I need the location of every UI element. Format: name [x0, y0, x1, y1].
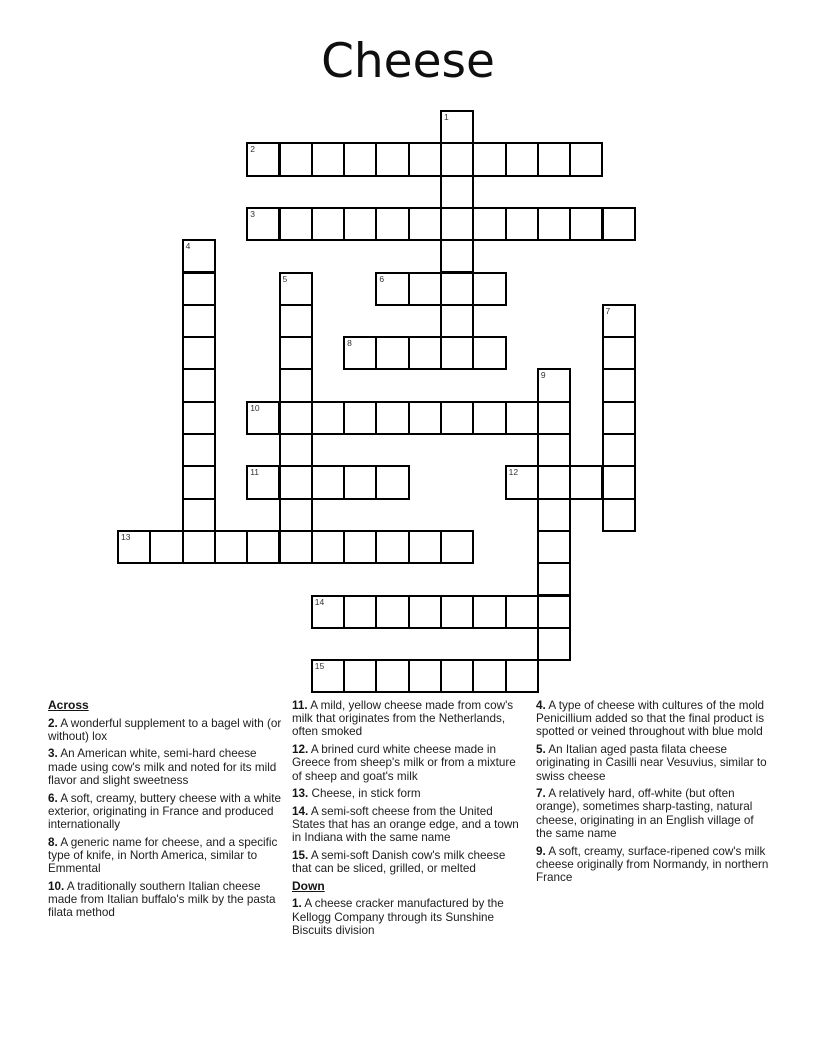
grid-cell-r3c10[interactable]	[440, 207, 474, 241]
grid-cell-r9c6[interactable]	[311, 401, 345, 435]
down-header: Down	[292, 878, 325, 893]
grid-cell-r13c4[interactable]	[246, 530, 280, 564]
grid-cell-r1c11[interactable]	[472, 142, 506, 176]
grid-cell-r13c10[interactable]	[440, 530, 474, 564]
grid-cell-r11c5[interactable]	[279, 465, 313, 499]
clue-number: 14.	[292, 804, 309, 818]
clue-number: 11.	[292, 699, 308, 712]
clue-10-across: 10. A traditionally southern Italian cheese made from Italian buffalo's milk by the pasta filata method	[48, 879, 276, 920]
grid-cell-r1c9[interactable]	[408, 142, 442, 176]
grid-cell-r10c5[interactable]	[279, 433, 313, 467]
grid-cell-r6c10[interactable]	[440, 304, 474, 338]
grid-cell-r10c2[interactable]	[182, 433, 216, 467]
grid-cell-r9c8[interactable]	[375, 401, 409, 435]
grid-cell-r12c2[interactable]	[182, 498, 216, 532]
grid-cell-r1c4[interactable]	[246, 142, 280, 176]
grid-cell-r7c7[interactable]	[343, 336, 377, 370]
grid-cell-r13c3[interactable]	[214, 530, 248, 564]
grid-cell-r7c8[interactable]	[375, 336, 409, 370]
clue-7-down: 7. A relatively hard, off-white (but often orange), sometimes sharp-tasting, natural cheese, originating in an English village of the same name	[536, 787, 754, 840]
clue-6-across: 6. A soft, creamy, buttery cheese with a white exterior, originating in France and produced internationally	[48, 791, 281, 831]
grid-cell-r16c13[interactable]	[537, 627, 571, 661]
cell-number: 13	[121, 531, 131, 542]
grid-cell-r13c7[interactable]	[343, 530, 377, 564]
grid-cell-r10c13[interactable]	[537, 433, 571, 467]
clue-number: 8.	[48, 835, 58, 849]
grid-cell-r1c6[interactable]	[311, 142, 345, 176]
grid-cell-r7c10[interactable]	[440, 336, 474, 370]
grid-cell-r9c10[interactable]	[440, 401, 474, 435]
grid-cell-r17c11[interactable]	[472, 659, 506, 693]
clue-number: 1.	[292, 897, 302, 911]
clue-8-across: 8. A generic name for cheese, and a specific type of knife, in North America, similar to Emmental	[48, 835, 278, 876]
grid-cell-r1c14[interactable]	[569, 142, 603, 176]
grid-cell-r5c5[interactable]	[279, 272, 313, 306]
grid-cell-r3c14[interactable]	[569, 207, 603, 241]
grid-cell-r8c2[interactable]	[182, 368, 216, 402]
grid-cell-r4c10[interactable]	[440, 239, 474, 273]
grid-cell-r6c2[interactable]	[182, 304, 216, 338]
grid-cell-r11c12[interactable]	[505, 465, 539, 499]
grid-cell-r13c6[interactable]	[311, 530, 345, 564]
grid-cell-r11c6[interactable]	[311, 465, 345, 499]
grid-cell-r15c7[interactable]	[343, 595, 377, 629]
clues-column-2	[292, 699, 526, 942]
clue-number: 12.	[292, 743, 309, 757]
grid-cell-r6c15[interactable]	[602, 304, 636, 338]
puzzle-title: Cheese	[321, 34, 495, 89]
clue-number: 10.	[48, 879, 65, 893]
clue-number: 13.	[292, 787, 309, 801]
grid-cell-r17c6[interactable]	[311, 659, 345, 693]
grid-cell-r1c12[interactable]	[505, 142, 539, 176]
grid-cell-r3c9[interactable]	[408, 207, 442, 241]
grid-cell-r13c1[interactable]	[149, 530, 183, 564]
grid-cell-r13c2[interactable]	[182, 530, 216, 564]
grid-cell-r3c13[interactable]	[537, 207, 571, 241]
grid-cell-r17c8[interactable]	[375, 659, 409, 693]
grid-cell-r8c15[interactable]	[602, 368, 636, 402]
grid-cell-r12c13[interactable]	[537, 498, 571, 532]
clue-4-down: 4. A type of cheese with cultures of the mold Penicillium added so that the final product is spotted or veined throughout with blue mold	[536, 699, 765, 739]
clue-5-down: 5. An Italian aged pasta filata cheese originating in Casilli near Vesuvius, similar to swiss cheese	[536, 743, 767, 783]
grid-cell-r9c5[interactable]	[279, 401, 313, 435]
grid-cell-r17c9[interactable]	[408, 659, 442, 693]
grid-cell-r8c5[interactable]	[279, 368, 313, 402]
cell-number: 3	[250, 208, 255, 219]
grid-cell-r3c5[interactable]	[279, 207, 313, 241]
grid-cell-r13c0[interactable]	[117, 530, 151, 564]
grid-cell-r1c13[interactable]	[537, 142, 571, 176]
grid-cell-r7c15[interactable]	[602, 336, 636, 370]
grid-cell-r8c13[interactable]	[537, 368, 571, 402]
grid-cell-r11c8[interactable]	[375, 465, 409, 499]
grid-cell-r12c5[interactable]	[279, 498, 313, 532]
grid-cell-r9c7[interactable]	[343, 401, 377, 435]
grid-cell-r13c13[interactable]	[537, 530, 571, 564]
grid-cell-r9c2[interactable]	[182, 401, 216, 435]
grid-cell-r3c6[interactable]	[311, 207, 345, 241]
grid-cell-r13c9[interactable]	[408, 530, 442, 564]
grid-cell-r9c9[interactable]	[408, 401, 442, 435]
clue-list	[48, 699, 770, 942]
cell-number: 10	[250, 402, 260, 413]
grid-cell-r15c9[interactable]	[408, 595, 442, 629]
cell-number: 4	[185, 241, 191, 252]
cell-number: 8	[347, 338, 352, 349]
clue-1-down: 1. A cheese cracker manufactured by the Kellogg Company through its Sunshine Biscuits division	[292, 897, 504, 937]
grid-cell-r3c11[interactable]	[472, 207, 506, 241]
grid-cell-r5c9[interactable]	[408, 272, 442, 306]
grid-cell-r11c2[interactable]	[182, 465, 216, 499]
grid-cell-r17c12[interactable]	[505, 659, 539, 693]
grid-cell-r3c15[interactable]	[602, 207, 636, 241]
grid-cell-r11c7[interactable]	[343, 465, 377, 499]
cell-number: 5	[282, 273, 288, 284]
grid-cell-r11c15[interactable]	[602, 465, 636, 499]
grid-cell-r5c8[interactable]	[375, 272, 409, 306]
grid-cell-r0c10[interactable]	[440, 110, 474, 144]
cell-number: 7	[605, 305, 611, 316]
clue-14-across: 14. A semi-soft cheese from the United States that has an orange edge, and a town in Indiana with the same name	[292, 804, 519, 845]
grid-cell-r13c8[interactable]	[375, 530, 409, 564]
cell-number: 2	[250, 144, 255, 155]
clue-2-across: 2. A wonderful supplement to a bagel with (or without) lox	[48, 716, 282, 743]
clue-number: 9.	[536, 844, 546, 858]
grid-cell-r9c13[interactable]	[537, 401, 571, 435]
cell-number: 1	[444, 112, 449, 122]
clue-number: 15.	[292, 849, 309, 863]
grid-cell-r15c8[interactable]	[375, 595, 409, 629]
cell-number: 14	[314, 596, 325, 607]
grid-cell-r1c7[interactable]	[343, 142, 377, 176]
grid-cell-r9c15[interactable]	[602, 401, 636, 435]
grid-cell-r11c4[interactable]	[246, 465, 280, 499]
clue-11-across: 11. A mild, yellow cheese made from cow's milk that originates from the Netherlands, often smoked	[292, 699, 514, 739]
clue-number: 3.	[48, 747, 58, 761]
across-header: Across	[48, 698, 89, 712]
cell-number: 9	[540, 370, 546, 381]
clues-column-1	[48, 699, 282, 942]
clue-number: 2.	[48, 716, 58, 730]
grid-cell-r1c8[interactable]	[375, 142, 409, 176]
cell-number: 12	[508, 467, 519, 478]
cell-number: 15	[314, 661, 325, 672]
grid-cell-r3c12[interactable]	[505, 207, 539, 241]
grid-cell-r10c15[interactable]	[602, 433, 636, 467]
clue-number: 4.	[536, 699, 546, 712]
clue-number: 7.	[536, 787, 546, 801]
grid-cell-r15c13[interactable]	[537, 595, 571, 629]
grid-cell-r7c5[interactable]	[279, 336, 313, 370]
grid-cell-r5c11[interactable]	[472, 272, 506, 306]
grid-cell-r4c2[interactable]	[182, 239, 216, 273]
grid-cell-r7c2[interactable]	[182, 336, 216, 370]
grid-cell-r3c4[interactable]	[246, 207, 280, 241]
grid-cell-r1c5[interactable]	[279, 142, 313, 176]
grid-cell-r3c7[interactable]	[343, 207, 377, 241]
cell-number: 11	[250, 467, 260, 478]
grid-cell-r1c10[interactable]	[440, 142, 474, 176]
grid-cell-r6c5[interactable]	[279, 304, 313, 338]
grid-cell-r11c13[interactable]	[537, 465, 571, 499]
grid-cell-r5c10[interactable]	[440, 272, 474, 306]
grid-cell-r12c15[interactable]	[602, 498, 636, 532]
clue-13-across: 13. Cheese, in stick form	[292, 787, 421, 801]
grid-cell-r9c11[interactable]	[472, 401, 506, 435]
clues-column-3	[536, 699, 770, 942]
grid-cell-r15c10[interactable]	[440, 595, 474, 629]
cell-number: 6	[379, 273, 385, 284]
grid-cell-r7c11[interactable]	[472, 336, 506, 370]
clue-number: 6.	[48, 791, 58, 805]
grid-cell-r2c10[interactable]	[440, 175, 474, 209]
grid-cell-r9c12[interactable]	[505, 401, 539, 435]
clue-15-across: 15. A semi-soft Danish cow's milk cheese that can be sliced, grilled, or melted	[292, 849, 506, 876]
grid-cell-r15c12[interactable]	[505, 595, 539, 629]
grid-cell-r9c4[interactable]	[246, 401, 280, 435]
clue-3-across: 3. An American white, semi-hard cheese made using cow's milk and noted for its mild flavor and slight sweetness	[48, 747, 277, 787]
grid-cell-r13c5[interactable]	[279, 530, 313, 564]
grid-cell-r5c2[interactable]	[182, 272, 216, 306]
grid-cell-r15c11[interactable]	[472, 595, 506, 629]
clue-9-down: 9. A soft, creamy, surface-ripened cow's milk cheese originally from Normandy, in northern France	[536, 844, 769, 884]
grid-cell-r11c14[interactable]	[569, 465, 603, 499]
grid-cell-r17c10[interactable]	[440, 659, 474, 693]
clue-12-across: 12. A brined curd white cheese made in Greece from sheep's milk or from a mixture of sheep and goat's milk	[292, 743, 516, 783]
grid-cell-r17c7[interactable]	[343, 659, 377, 693]
grid-cell-r7c9[interactable]	[408, 336, 442, 370]
grid-cell-r14c13[interactable]	[537, 562, 571, 596]
grid-cell-r3c8[interactable]	[375, 207, 409, 241]
grid-cell-r15c6[interactable]	[311, 595, 345, 629]
clue-number: 5.	[536, 743, 546, 757]
